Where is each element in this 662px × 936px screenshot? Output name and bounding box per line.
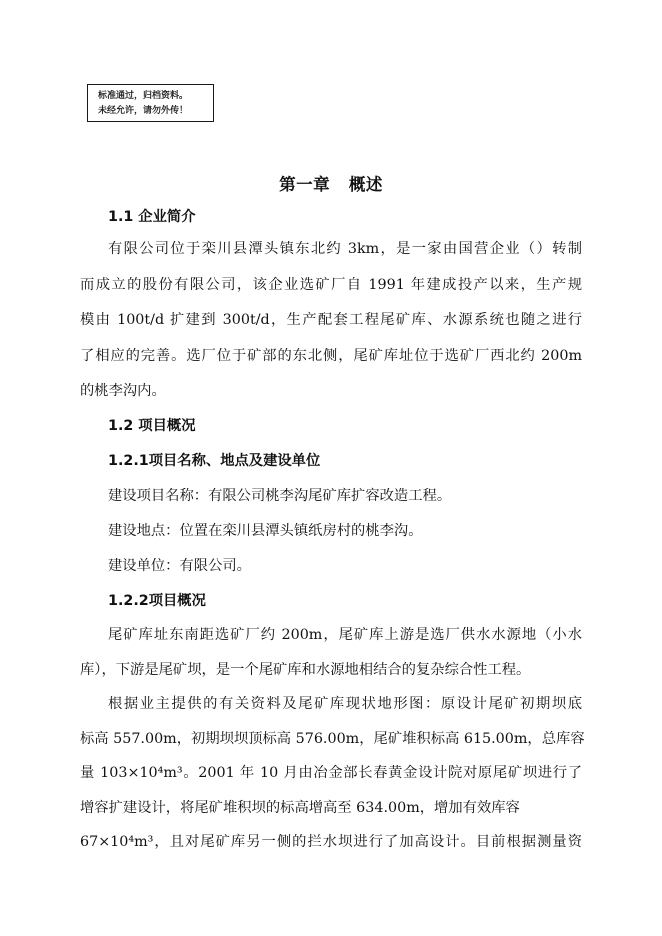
paragraph-line: 了相应的完善。选厂位于矿部的东北侧，尾矿库址位于选矿厂西北约 200m: [80, 348, 582, 364]
project-location-line: 建设地点：位置在栾川县潭头镇纸房村的桃李沟。: [108, 523, 423, 539]
paragraph-line: 有限公司位于栾川县潭头镇东北约 3km，是一家由国营企业（）转制: [108, 241, 582, 257]
paragraph-line: 模由 100t/d 扩建到 300t/d，生产配套工程尾矿库、水源系统也随之进行: [80, 312, 582, 328]
project-unit-line: 建设单位：有限公司。: [108, 558, 251, 574]
stamp-line-2: 未经允许，请勿外传！: [98, 106, 189, 116]
paragraph-line: 增容扩建设计，将尾矿堆积坝的标高增高至 634.00m，增加有效库容: [80, 800, 520, 816]
stamp-box: [87, 84, 214, 122]
section-heading-1-2-2: 1.2.2项目概况: [108, 593, 206, 609]
paragraph-line: 67×10⁴m³，且对尾矿库另一侧的拦水坝进行了加高设计。目前根据测量资: [80, 834, 582, 850]
paragraph-line: 量 103×10⁴m³。2001 年 10 月由冶金部长春黄金设计院对原尾矿坝进行了: [80, 765, 582, 781]
project-name-line: 建设项目名称：有限公司桃李沟尾矿库扩容改造工程。: [108, 488, 452, 504]
paragraph-line: 库），下游是尾矿坝，是一个尾矿库和水源地相结合的复杂综合性工程。: [80, 662, 531, 678]
section-heading-1-2: 1.2 项目概况: [108, 418, 196, 434]
chapter-title: 第一章 概述: [279, 175, 383, 194]
paragraph-line: 标高 557.00m，初期坝坝顶标高 576.00m，尾矿堆积标高 615.00m，总库容: [80, 731, 585, 747]
stamp-line-1: 标准通过，归档资料。: [98, 91, 189, 101]
section-heading-1-1: 1.1 企业简介: [108, 209, 196, 225]
paragraph-line: 尾矿库址东南距选矿厂约 200m，尾矿库上游是选厂供水水源地（小水: [108, 627, 582, 643]
paragraph-line: 而成立的股份有限公司，该企业选矿厂自 1991 年建成投产以来，生产规: [80, 277, 582, 293]
paragraph-line: 根据业主提供的有关资料及尾矿库现状地形图：原设计尾矿初期坝底: [108, 696, 582, 712]
paragraph-line: 的桃李沟内。: [80, 383, 166, 399]
section-heading-1-2-1: 1.2.1项目名称、地点及建设单位: [108, 453, 321, 469]
